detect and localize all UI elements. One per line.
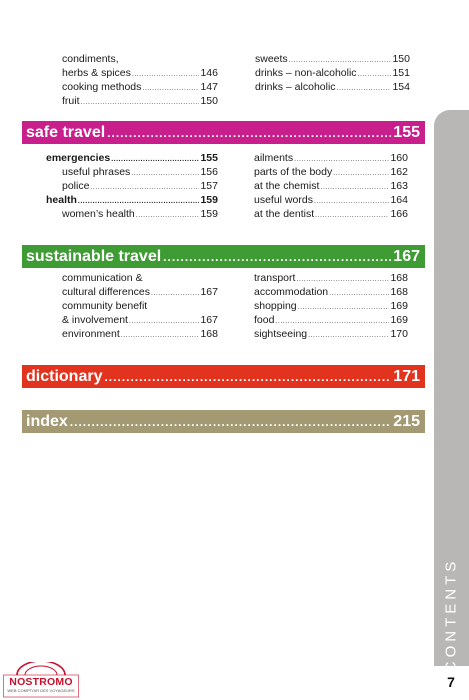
dot-leader xyxy=(320,181,389,194)
toc-entry-label: & involvement xyxy=(62,314,128,326)
toc-entry-label: environment xyxy=(62,328,120,340)
section-header-dictionary[interactable] xyxy=(22,365,425,388)
toc-entry[interactable] xyxy=(254,286,408,300)
toc-entry-page: 168 xyxy=(390,286,408,298)
section-title: safe travel xyxy=(26,123,106,141)
toc-entry[interactable] xyxy=(255,53,410,67)
dot-leader xyxy=(329,287,389,300)
toc-entry-page: 150 xyxy=(200,95,218,107)
dot-leader xyxy=(296,273,389,286)
toc-entry-label: ailments xyxy=(254,152,294,164)
toc-entry[interactable] xyxy=(254,180,408,194)
dot-leader xyxy=(81,96,200,109)
toc-entry[interactable] xyxy=(62,67,218,81)
section-header-sustainable-travel[interactable] xyxy=(22,245,425,268)
toc-entry-text: community benefit xyxy=(62,300,148,312)
dot-leader xyxy=(333,167,389,180)
toc-entry[interactable] xyxy=(62,314,218,328)
dot-leader xyxy=(358,68,392,81)
section-title: sustainable travel xyxy=(26,247,162,265)
toc-entry[interactable] xyxy=(62,286,218,300)
dot-leader xyxy=(298,301,390,314)
toc-entry-label: health xyxy=(46,194,77,206)
toc-entry-label: sightseeing xyxy=(254,328,308,340)
toc-entry-text: communication & xyxy=(62,272,143,284)
toc-entry-page: 147 xyxy=(200,81,218,93)
dot-leader xyxy=(151,287,200,300)
section-page: 215 xyxy=(393,412,420,430)
toc-entry[interactable] xyxy=(254,208,408,222)
toc-entry-label: cultural differences xyxy=(62,286,150,298)
dot-leader xyxy=(132,68,200,81)
toc-entry[interactable] xyxy=(255,81,410,95)
toc-entry-heading[interactable] xyxy=(46,152,218,166)
toc-entry[interactable] xyxy=(254,152,408,166)
dot-leader xyxy=(136,209,200,222)
toc-entry-label: police xyxy=(62,180,90,192)
contents-tab-label: CONTENTS xyxy=(442,557,460,673)
page-number: 7 xyxy=(447,674,455,690)
toc-entry[interactable] xyxy=(62,180,218,194)
toc-entry-heading[interactable] xyxy=(46,194,218,208)
section-page: 155 xyxy=(393,123,420,141)
toc-entry-page: 162 xyxy=(390,166,408,178)
toc-entry-page: 167 xyxy=(200,286,218,298)
toc-entry-page: 160 xyxy=(390,152,408,164)
toc-entry-label: shopping xyxy=(254,300,297,312)
dot-leader xyxy=(315,209,389,222)
dot-leader xyxy=(90,181,199,194)
toc-entry-label: useful phrases xyxy=(62,166,131,178)
toc-entry-label: sweets xyxy=(255,53,288,65)
toc-entry-page: 169 xyxy=(390,300,408,312)
dot-leader xyxy=(121,329,200,342)
toc-entry[interactable] xyxy=(254,314,408,328)
dot-leader xyxy=(129,315,200,328)
dot-leader xyxy=(70,415,392,429)
toc-entry-page: 150 xyxy=(392,53,410,65)
logo-name: NOSTROMO xyxy=(9,676,73,688)
toc-entry[interactable] xyxy=(62,328,218,342)
toc-entry-page: 166 xyxy=(390,208,408,220)
dot-leader xyxy=(107,126,391,140)
toc-entry[interactable] xyxy=(254,328,408,342)
toc-entry[interactable] xyxy=(254,272,408,286)
toc-entry-label: accommodation xyxy=(254,286,329,298)
toc-entry-label: food xyxy=(254,314,275,326)
toc-entry-label: herbs & spices xyxy=(62,67,131,79)
toc-entry-page: 167 xyxy=(200,314,218,326)
section-title: dictionary xyxy=(26,367,103,385)
dot-leader xyxy=(78,195,200,208)
dot-leader xyxy=(142,82,199,95)
dot-leader xyxy=(314,195,390,208)
dot-leader xyxy=(104,370,391,384)
toc-entry-label: useful words xyxy=(254,194,313,206)
dot-leader xyxy=(275,315,389,328)
section-page: 171 xyxy=(393,367,420,385)
toc-entry-label: drinks – alcoholic xyxy=(255,81,336,93)
toc-entry-page: 159 xyxy=(200,194,218,206)
dot-leader xyxy=(289,54,392,67)
toc-entry[interactable] xyxy=(62,95,218,109)
toc-entry-page: 159 xyxy=(200,208,218,220)
toc-entry[interactable] xyxy=(62,208,218,222)
toc-entry-page: 170 xyxy=(390,328,408,340)
toc-entry[interactable] xyxy=(62,166,218,180)
toc-entry-label: at the chemist xyxy=(254,180,320,192)
toc-entry-page: 169 xyxy=(390,314,408,326)
toc-entry-page: 163 xyxy=(390,180,408,192)
toc-entry-label: transport xyxy=(254,272,296,284)
toc-entry[interactable] xyxy=(62,81,218,95)
toc-entry-page: 157 xyxy=(200,180,218,192)
toc-entry-label: women’s health xyxy=(62,208,135,220)
toc-entry-page: 168 xyxy=(390,272,408,284)
dot-leader xyxy=(111,153,199,166)
section-header-index[interactable] xyxy=(22,410,425,433)
toc-entry-page: 164 xyxy=(390,194,408,206)
section-title: index xyxy=(26,412,68,430)
dot-leader xyxy=(131,167,199,180)
toc-entry-label: parts of the body xyxy=(254,166,333,178)
dot-leader xyxy=(294,153,389,166)
logo-tagline: WEB COMPTOIR DES VOYAGEURS xyxy=(7,688,75,693)
toc-entry-label: emergencies xyxy=(46,152,111,164)
toc-entry-text: condiments, xyxy=(62,53,119,65)
toc-entry-page: 168 xyxy=(200,328,218,340)
toc-entry-page: 151 xyxy=(392,67,410,79)
dot-leader xyxy=(337,82,392,95)
toc-entry-page: 155 xyxy=(200,152,218,164)
toc-entry-page: 156 xyxy=(200,166,218,178)
toc-entry-label: cooking methods xyxy=(62,81,142,93)
dot-leader xyxy=(308,329,389,342)
toc-entry[interactable] xyxy=(255,67,410,81)
toc-entry-label: drinks – non-alcoholic xyxy=(255,67,357,79)
toc-entry-label: at the dentist xyxy=(254,208,315,220)
toc-entry-page: 154 xyxy=(392,81,410,93)
dot-leader xyxy=(163,250,391,264)
section-header-safe-travel[interactable] xyxy=(22,121,425,144)
toc-entry-page: 146 xyxy=(200,67,218,79)
toc-entry[interactable] xyxy=(254,166,408,180)
toc-entry[interactable] xyxy=(254,300,408,314)
toc-entry-label: fruit xyxy=(62,95,80,107)
section-page: 167 xyxy=(393,247,420,265)
toc-entry[interactable] xyxy=(254,194,408,208)
